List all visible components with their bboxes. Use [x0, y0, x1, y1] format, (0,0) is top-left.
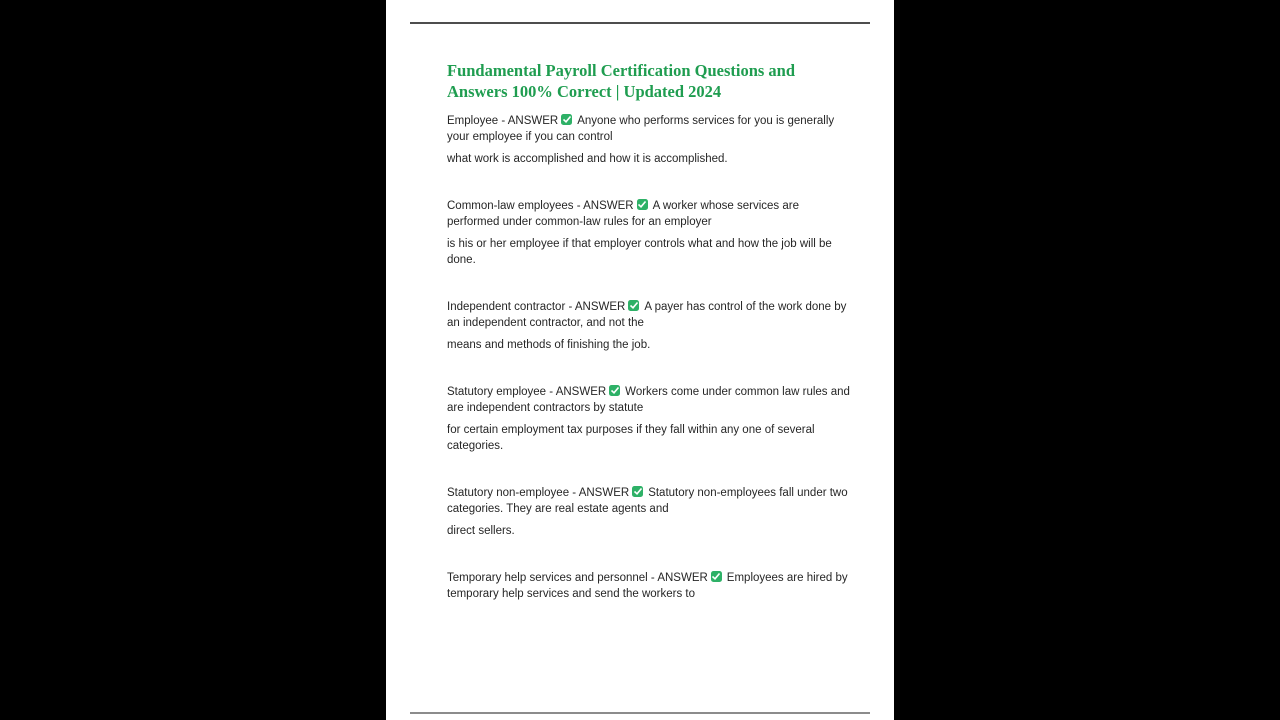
document-page [386, 0, 894, 720]
answer-lead: Statutory non-employees fall under two categories. They are real estate agents and [447, 487, 848, 515]
qa-question-paragraph [447, 384, 851, 416]
qa-term: Statutory non-employee [447, 487, 570, 499]
qa-item [447, 113, 851, 167]
qa-question-paragraph [447, 570, 851, 602]
answer-continuation: means and methods of finishing the job. [447, 339, 651, 351]
top-horizontal-rule [410, 22, 870, 24]
qa-question-paragraph [447, 198, 851, 230]
page-title-line-2: Answers 100% Correct | Updated 2024 [447, 82, 722, 101]
check-icon [628, 300, 639, 311]
qa-item [447, 299, 851, 353]
qa-question-paragraph [447, 299, 851, 331]
answer-lead: Anyone who performs services for you is generally your employee if you can control [447, 115, 835, 143]
answer-lead: Employees are hired by temporary help services and send the workers to [447, 572, 848, 600]
answer-separator: - [647, 572, 658, 584]
check-icon [561, 114, 572, 125]
answer-lead: A worker whose services are performed under common-law rules for an employer [447, 200, 799, 228]
answer-continuation: for certain employment tax purposes if they fall within any one of several categories. [447, 424, 815, 452]
answer-label: ANSWER [583, 200, 634, 212]
qa-term: Temporary help services and personnel [447, 572, 648, 584]
qa-item [447, 384, 851, 454]
answer-label: ANSWER [507, 115, 559, 127]
check-icon [632, 486, 643, 497]
qa-term: Common-law employees [447, 200, 574, 212]
page-title-line-1: Fundamental Payroll Certification Questions and [447, 61, 796, 80]
answer-label: ANSWER [574, 301, 626, 313]
qa-question-paragraph [447, 113, 851, 145]
qa-item [447, 570, 851, 602]
answer-separator: - [569, 487, 579, 499]
qa-question-paragraph [447, 485, 851, 517]
page-title [447, 60, 851, 102]
qa-term: Statutory employee [447, 386, 547, 398]
answer-lead: A payer has control of the work done by an independent contractor, and not the [447, 301, 847, 329]
answer-continuation: what work is accomplished and how it is accomplished. [447, 153, 728, 165]
answer-lead: Workers come under common law rules and are independent contractors by statute [447, 386, 850, 414]
answer-separator: - [546, 386, 556, 398]
answer-continuation: is his or her employee if that employer controls what and how the job will be done. [447, 238, 832, 266]
bottom-horizontal-rule [410, 712, 870, 714]
qa-item [447, 485, 851, 539]
answer-label: ANSWER [555, 386, 607, 398]
check-icon [711, 571, 722, 582]
qa-term: Employee [447, 115, 499, 127]
answer-separator: - [573, 200, 584, 212]
document-content [447, 60, 851, 602]
answer-separator: - [498, 115, 508, 127]
qa-list [447, 113, 851, 602]
answer-label: ANSWER [578, 487, 630, 499]
answer-label: ANSWER [657, 572, 708, 584]
qa-term: Independent contractor [447, 301, 566, 313]
qa-item [447, 198, 851, 268]
check-icon [609, 385, 620, 396]
check-icon [637, 199, 648, 210]
answer-continuation: direct sellers. [447, 525, 515, 537]
answer-separator: - [565, 301, 575, 313]
